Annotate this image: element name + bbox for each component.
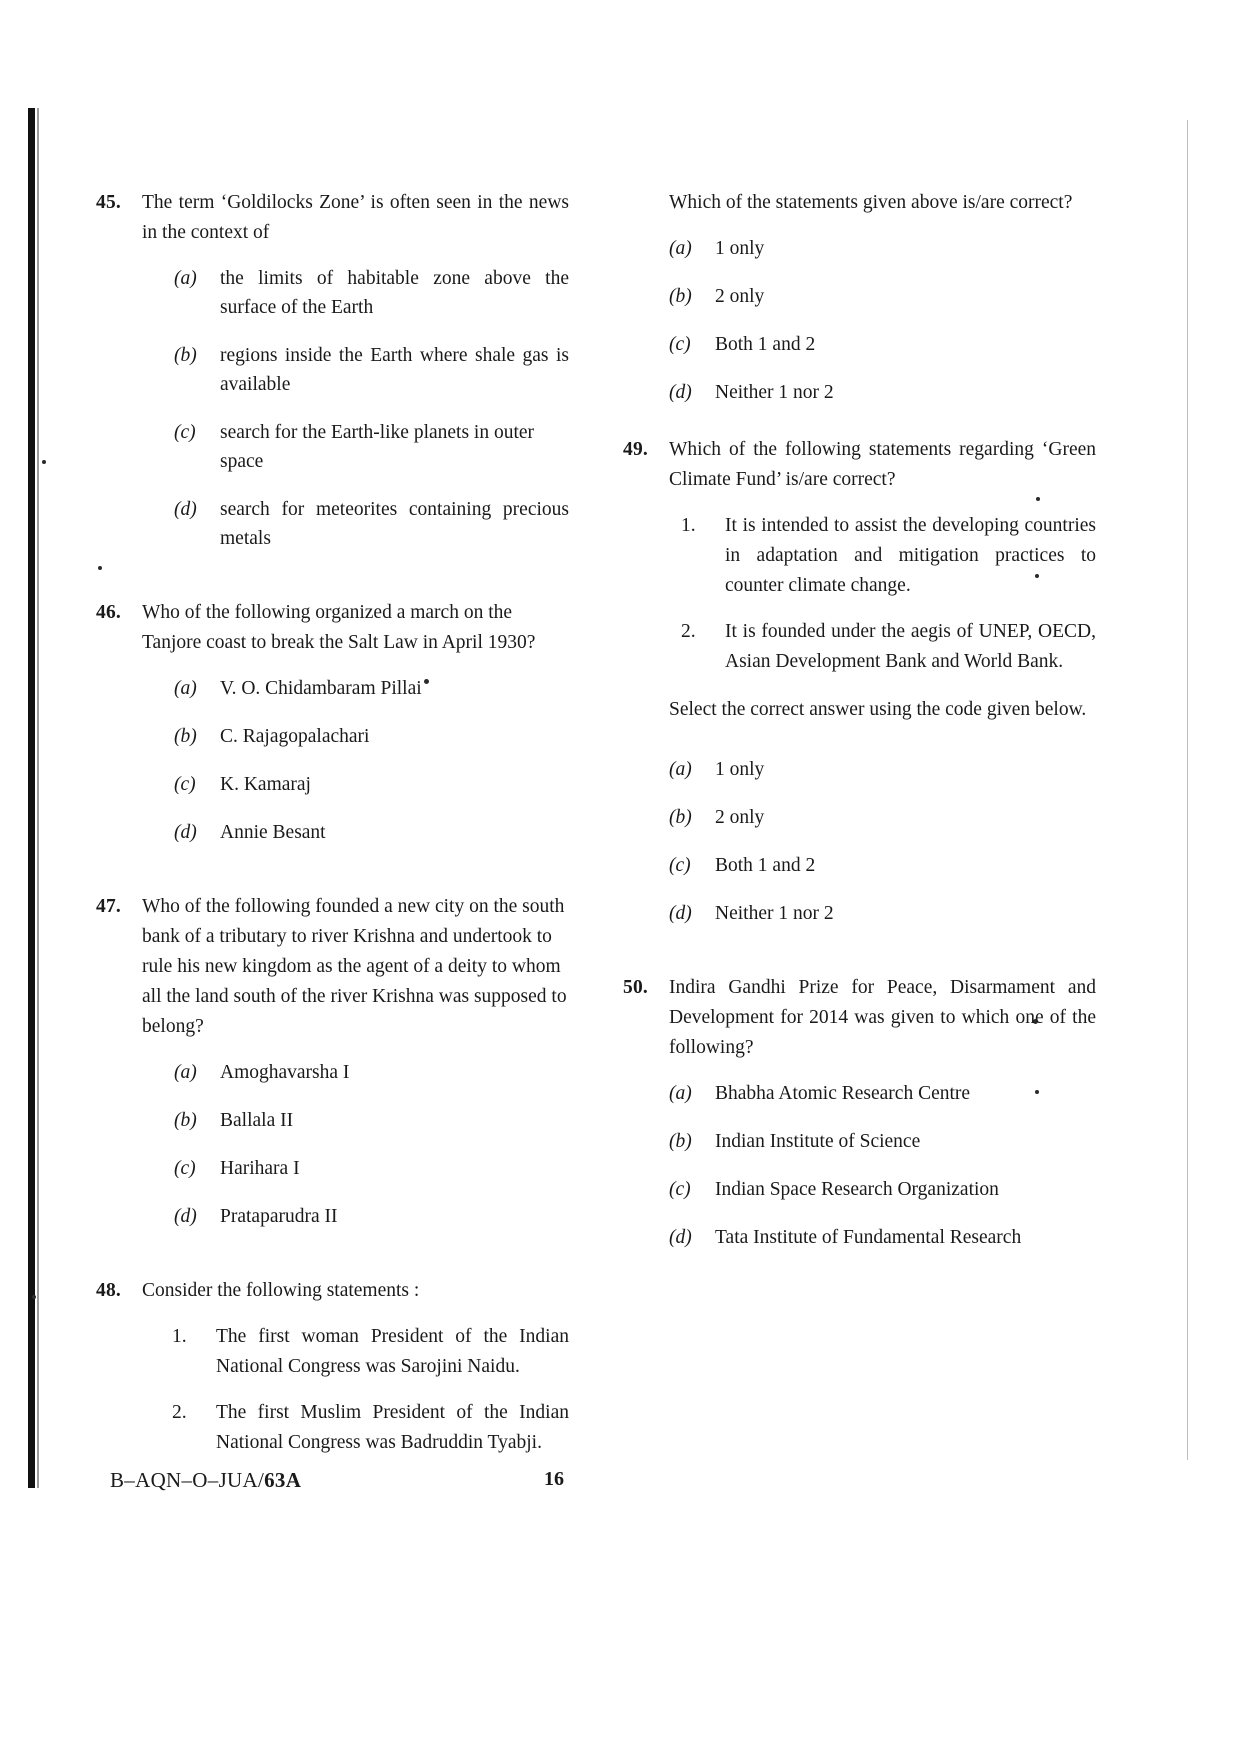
option-text: Ballala II xyxy=(220,1110,294,1131)
statement-number: 2. xyxy=(681,621,696,642)
option-letter: (a) xyxy=(669,238,692,259)
option-letter: (c) xyxy=(669,855,691,876)
option-a[interactable] xyxy=(142,674,569,703)
paper-code-suffix: 63A xyxy=(264,1468,302,1492)
option-c[interactable] xyxy=(142,770,569,799)
option-letter: (a) xyxy=(174,268,197,289)
option-letter: (d) xyxy=(669,1227,692,1248)
option-text: search for meteorites containing precious metals xyxy=(220,499,569,549)
question-number: 46. xyxy=(96,602,121,623)
option-text: Indian Institute of Science xyxy=(715,1131,921,1152)
option-text: Harihara I xyxy=(220,1158,300,1179)
option-text: Both 1 and 2 xyxy=(715,855,816,876)
question-body xyxy=(669,435,1096,947)
two-column-body xyxy=(96,188,1096,1500)
question-50 xyxy=(623,973,1096,1271)
option-c[interactable] xyxy=(669,330,1096,359)
question-body xyxy=(142,1276,569,1474)
option-letter: (b) xyxy=(174,1110,197,1131)
option-b[interactable] xyxy=(142,1106,569,1135)
option-c[interactable] xyxy=(669,851,1096,880)
question-stem: Indira Gandhi Prize for Peace, Disarmament and Development for 2014 was given to which one of the following? xyxy=(669,977,1096,1058)
left-column xyxy=(96,188,569,1500)
question-number: 47. xyxy=(96,896,121,917)
option-letter: (a) xyxy=(669,759,692,780)
question-48 xyxy=(96,1276,569,1474)
option-letter: (d) xyxy=(669,382,692,403)
statements-list xyxy=(669,511,1096,677)
paper-code xyxy=(110,1468,301,1493)
option-text: 2 only xyxy=(715,286,765,307)
question-number: 49. xyxy=(623,439,648,460)
statement-text: The first Muslim President of the Indian National Congress was Badruddin Tyabji. xyxy=(216,1402,569,1453)
statement-text: It is intended to assist the developing countries in adaptation and mitigation practices to counter climate change. xyxy=(725,515,1096,596)
paper-code-prefix: B–AQN–O–JUA/ xyxy=(110,1468,265,1492)
question-46 xyxy=(96,598,569,866)
right-column xyxy=(623,188,1096,1500)
option-d[interactable] xyxy=(142,495,569,553)
option-text: Tata Institute of Fundamental Research xyxy=(715,1227,1022,1248)
option-letter: (c) xyxy=(174,1158,196,1179)
option-a[interactable] xyxy=(669,1079,1096,1108)
option-b[interactable] xyxy=(669,803,1096,832)
option-d[interactable] xyxy=(669,899,1096,928)
question-49 xyxy=(623,435,1096,947)
scan-speckle xyxy=(32,1295,36,1299)
question-stem: The term ‘Goldilocks Zone’ is often seen in the news in the context of xyxy=(142,192,569,243)
options-list xyxy=(142,674,569,847)
option-c[interactable] xyxy=(142,1154,569,1183)
question-48-continuation xyxy=(623,188,1096,407)
option-d[interactable] xyxy=(142,818,569,847)
question-number: 48. xyxy=(96,1280,121,1301)
statement-number: 1. xyxy=(172,1326,187,1347)
statement-2 xyxy=(669,617,1096,677)
question-number: 45. xyxy=(96,192,121,213)
option-letter: (b) xyxy=(174,726,197,747)
option-text: K. Kamaraj xyxy=(220,774,311,795)
options-list xyxy=(669,755,1096,928)
option-text: search for the Earth-like planets in outer space xyxy=(220,422,535,472)
statement-1 xyxy=(669,511,1096,601)
option-letter: (a) xyxy=(174,678,197,699)
scan-speckle xyxy=(42,460,46,464)
statement-number: 2. xyxy=(172,1402,187,1423)
option-letter: (c) xyxy=(669,334,691,355)
option-letter: (b) xyxy=(669,1131,692,1152)
option-letter: (a) xyxy=(174,1062,197,1083)
question-body xyxy=(669,973,1096,1271)
scan-binding-bar-shadow xyxy=(37,108,39,1488)
question-stem: Consider the following statements : xyxy=(142,1280,420,1301)
question-body xyxy=(142,598,569,866)
statement-1 xyxy=(142,1322,569,1382)
option-letter: (b) xyxy=(669,286,692,307)
option-a[interactable] xyxy=(669,234,1096,263)
option-text: Annie Besant xyxy=(220,822,326,843)
question-stem: Who of the following founded a new city on the south bank of a tributary to river Krishna and undertook to rule his new kingdom as the agent of a deity to whom all the land south of the river Krishna was supposed to belong? xyxy=(142,896,567,1037)
question-stem: Who of the following organized a march on the Tanjore coast to break the Salt Law in April 1930? xyxy=(142,602,536,653)
statement-2 xyxy=(142,1398,569,1458)
option-letter: (b) xyxy=(174,345,197,366)
option-letter: (a) xyxy=(669,1083,692,1104)
statement-text: The first woman President of the Indian National Congress was Sarojini Naidu. xyxy=(216,1326,569,1377)
statement-number: 1. xyxy=(681,515,696,536)
option-text: 1 only xyxy=(715,759,765,780)
options-list xyxy=(669,234,1096,407)
statement-text: It is founded under the aegis of UNEP, OECD, Asian Development Bank and World Bank. xyxy=(725,621,1096,672)
option-d[interactable] xyxy=(669,378,1096,407)
question-body xyxy=(142,188,569,572)
option-letter: (d) xyxy=(669,903,692,924)
option-text: Neither 1 nor 2 xyxy=(715,903,834,924)
option-text: Both 1 and 2 xyxy=(715,334,816,355)
option-text: 2 only xyxy=(715,807,765,828)
option-text: V. O. Chidambaram Pillai xyxy=(220,678,422,699)
question-number: 50. xyxy=(623,977,648,998)
question-stem: Which of the following statements regarding ‘Green Climate Fund’ is/are correct? xyxy=(669,439,1096,490)
question-45 xyxy=(96,188,569,572)
option-b[interactable] xyxy=(669,282,1096,311)
option-text: Amoghavarsha I xyxy=(220,1062,350,1083)
option-b[interactable] xyxy=(142,722,569,751)
option-letter: (d) xyxy=(174,499,197,520)
option-text: 1 only xyxy=(715,238,765,259)
scan-right-edge-line xyxy=(1187,120,1188,1460)
options-list xyxy=(142,264,569,553)
options-list xyxy=(669,1079,1096,1252)
option-text: Indian Space Research Organization xyxy=(715,1179,999,1200)
answer-instruction: Select the correct answer using the code given below. xyxy=(669,699,1087,720)
option-b[interactable] xyxy=(142,341,569,399)
option-letter: (b) xyxy=(669,807,692,828)
option-a[interactable] xyxy=(142,264,569,322)
scan-binding-bar xyxy=(28,108,35,1488)
option-a[interactable] xyxy=(142,1058,569,1087)
option-b[interactable] xyxy=(669,1127,1096,1156)
option-text: regions inside the Earth where shale gas is available xyxy=(220,345,569,395)
option-letter: (d) xyxy=(174,1206,197,1227)
page-number: 16 xyxy=(544,1468,564,1490)
option-text: Bhabha Atomic Research Centre xyxy=(715,1083,971,1104)
option-text: Neither 1 nor 2 xyxy=(715,382,834,403)
continuation-prompt: Which of the statements given above is/are correct? xyxy=(669,192,1073,213)
option-text: C. Rajagopalachari xyxy=(220,726,370,747)
option-text: the limits of habitable zone above the surface of the Earth xyxy=(220,268,569,318)
page-footer xyxy=(96,1468,1096,1498)
options-list xyxy=(142,1058,569,1231)
option-text: Prataparudra II xyxy=(220,1206,338,1227)
statements-list xyxy=(142,1322,569,1458)
option-c[interactable] xyxy=(669,1175,1096,1204)
question-47 xyxy=(96,892,569,1250)
option-letter: (c) xyxy=(174,774,196,795)
question-body xyxy=(142,892,569,1250)
option-letter: (d) xyxy=(174,822,197,843)
option-a[interactable] xyxy=(669,755,1096,784)
option-letter: (c) xyxy=(669,1179,691,1200)
option-d[interactable] xyxy=(142,1202,569,1231)
option-c[interactable] xyxy=(142,418,569,476)
option-letter: (c) xyxy=(174,422,196,443)
option-d[interactable] xyxy=(669,1223,1096,1252)
